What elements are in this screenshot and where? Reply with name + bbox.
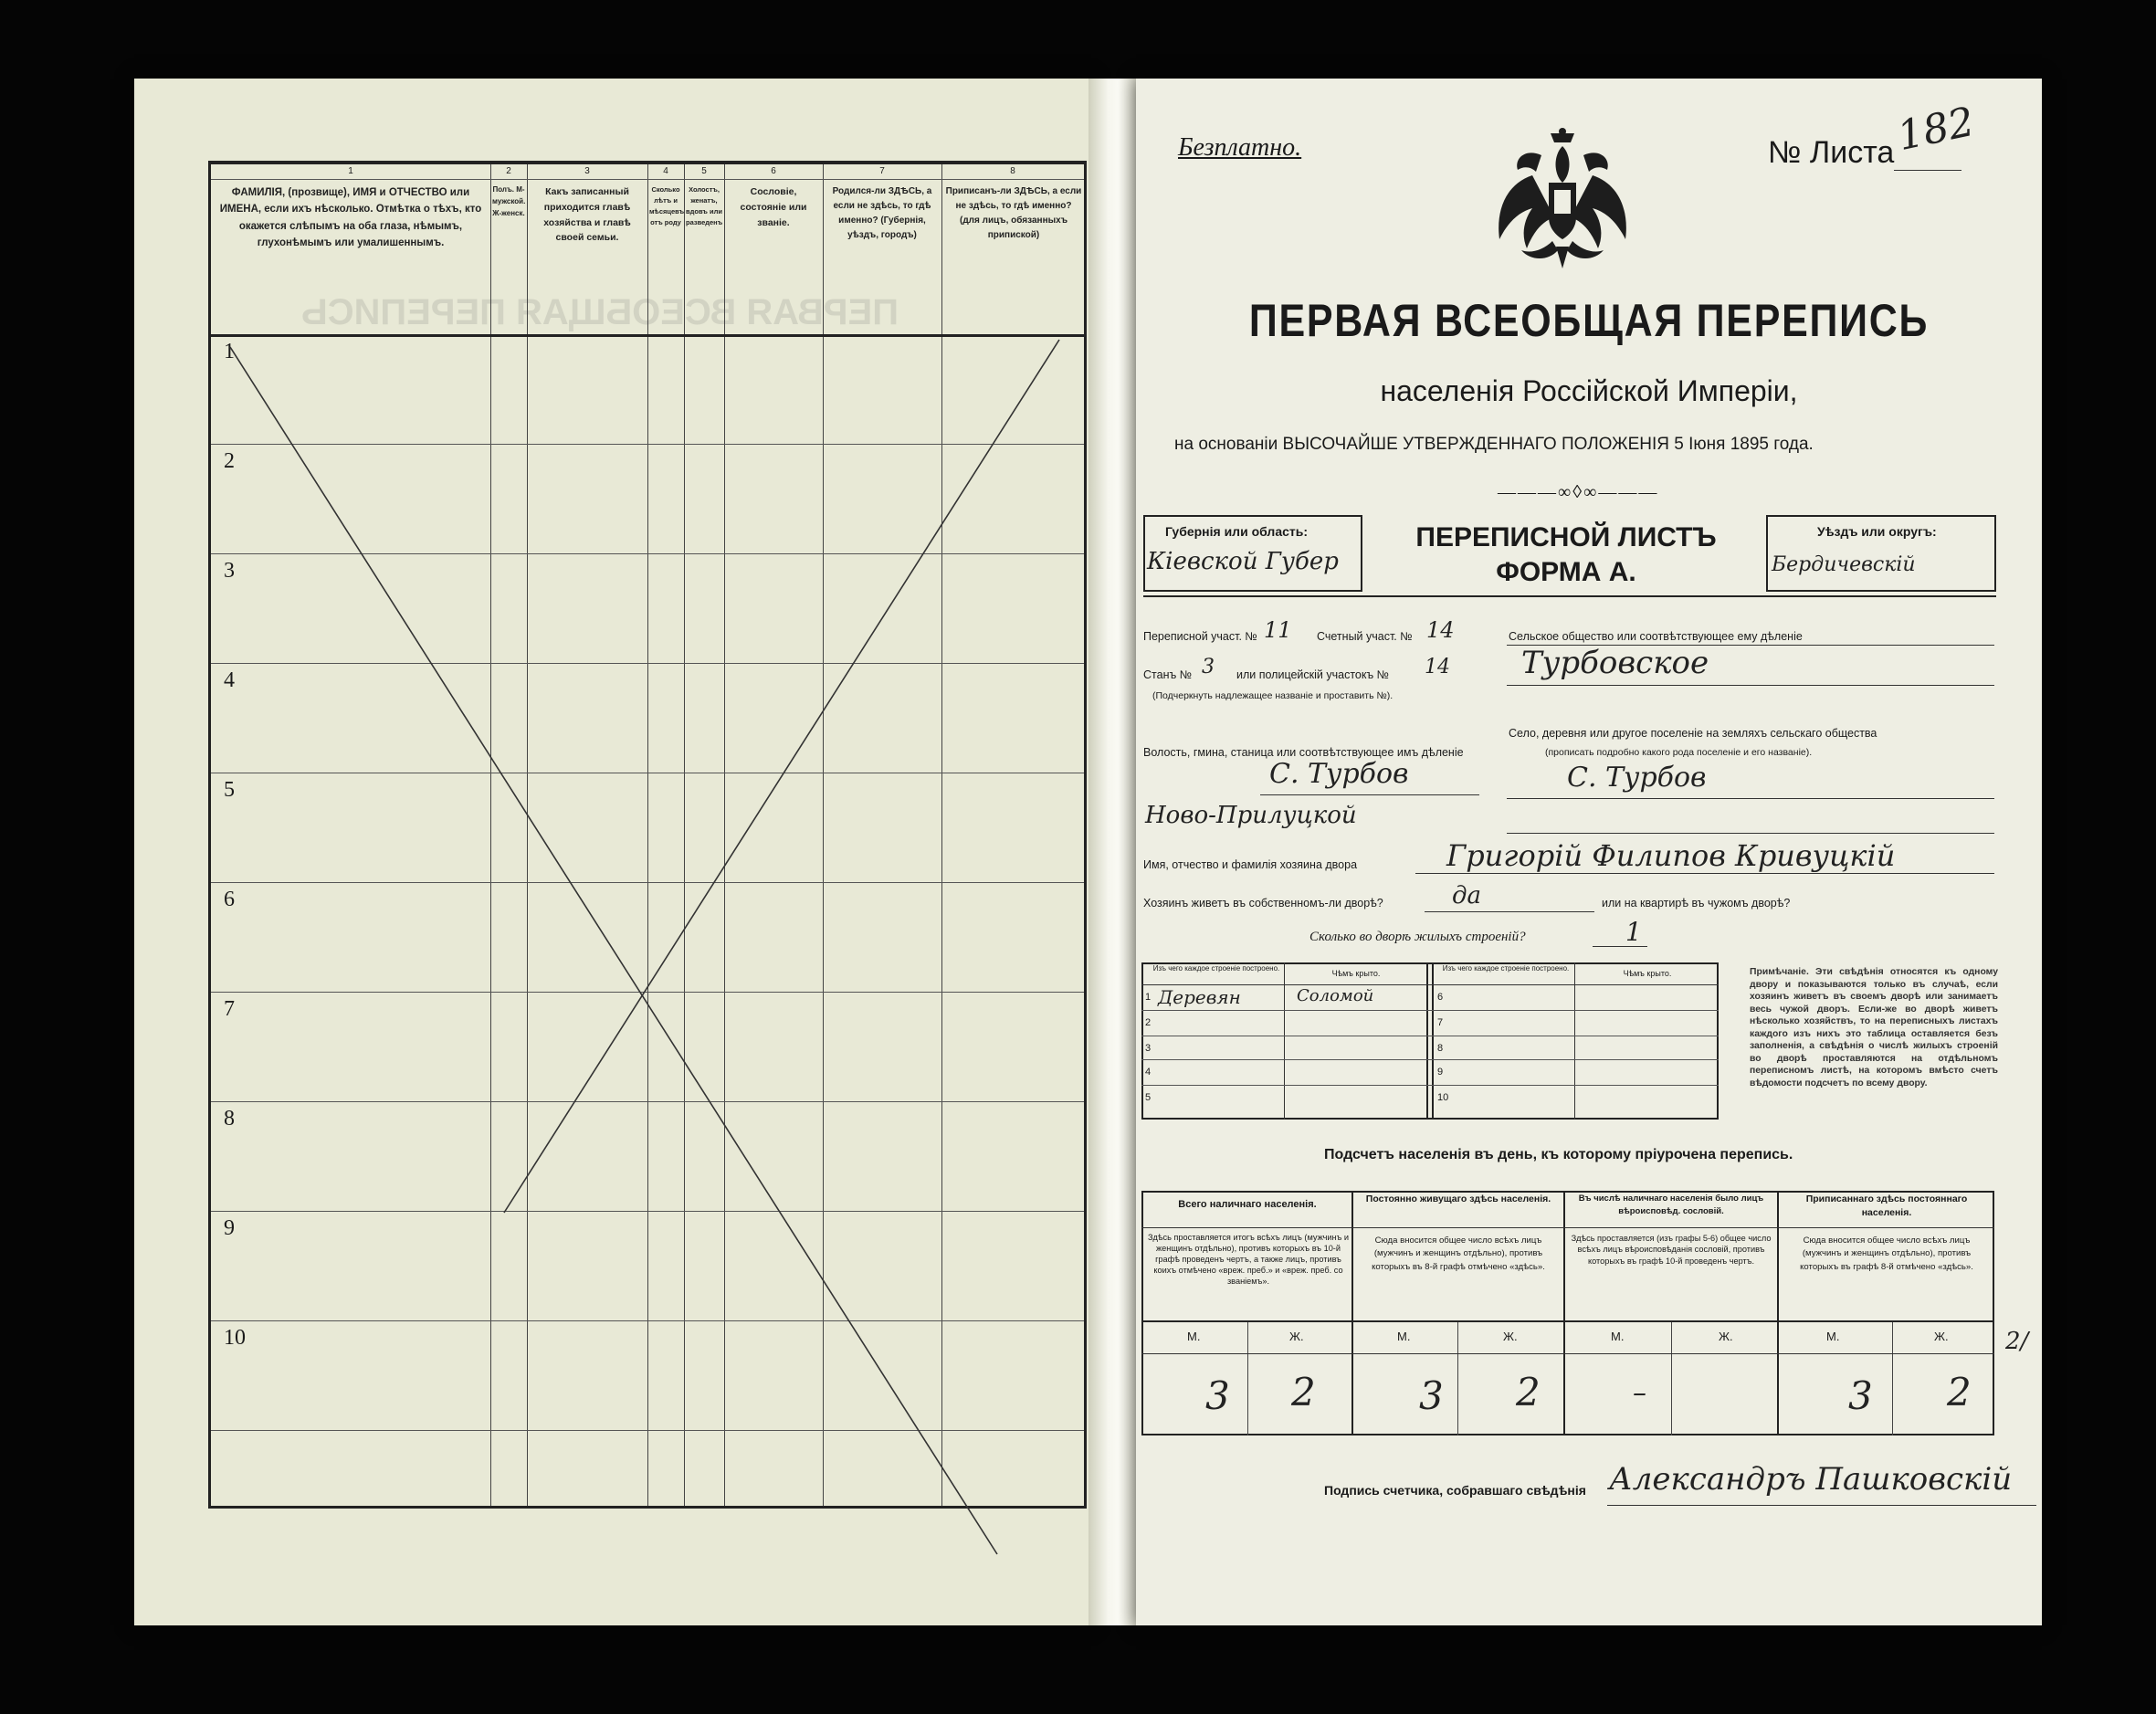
sheet-number-handwritten: 182 bbox=[1893, 98, 1979, 161]
row-number: 5 bbox=[224, 778, 235, 802]
police-section-label: или полицейскій участокъ № bbox=[1236, 668, 1390, 681]
owner-lives-rule bbox=[1425, 911, 1594, 912]
buildings-row-number: 3 bbox=[1145, 1043, 1152, 1054]
column-header-name: ФАМИЛІЯ, (прозвище), ИМЯ и ОТЧЕСТВО или ИМЕНА, если ихъ нѣсколько. Отмѣтка о тѣхъ, кто окажется слѣпымъ на оба глаза, нѣмымъ, глухонѣмымъ или умалишеннымъ. bbox=[219, 187, 482, 249]
legal-basis: на основаніи ВЫСОЧАЙШЕ УТВЕРЖДЕННАГО ПОЛОЖЕНІЯ 5 Іюня 1895 года. bbox=[1174, 435, 1814, 454]
column-number: 8 bbox=[1010, 166, 1015, 176]
sex-label-male: М. bbox=[1826, 1330, 1840, 1343]
police-section-value: 14 bbox=[1425, 656, 1450, 678]
buildings-row-number: 1 bbox=[1145, 992, 1152, 1003]
buildings-row-number: 7 bbox=[1437, 1017, 1444, 1028]
document-title: ПЕРВАЯ ВСЕОБЩАЯ ПЕРЕПИСЬ bbox=[1248, 295, 1930, 346]
census-section-value: 11 bbox=[1264, 617, 1292, 643]
column-number: 7 bbox=[879, 166, 885, 176]
imperial-eagle-emblem bbox=[1496, 128, 1629, 283]
row-number: 9 bbox=[224, 1216, 235, 1240]
stan-label: Станъ № bbox=[1143, 668, 1193, 681]
summary-value: 2 bbox=[1947, 1370, 1972, 1414]
buildings-table-col bbox=[1284, 962, 1285, 1120]
summary-sex-divider bbox=[1671, 1320, 1672, 1435]
sex-label-male: М. bbox=[1397, 1330, 1411, 1343]
buildings-row-number: 5 bbox=[1145, 1092, 1152, 1103]
owner-rule bbox=[1415, 873, 1994, 874]
owner-value: Григорій Филипов Кривуцкій bbox=[1446, 838, 1896, 873]
row-number: 3 bbox=[224, 559, 235, 583]
signature-label: Подпись счетчика, собравшаго свѣдѣнія bbox=[1324, 1483, 1586, 1498]
free-label: Безплатно. bbox=[1178, 133, 1302, 162]
village-label: Село, деревня или другое поселеніе на земляхъ сельскаго общества bbox=[1509, 727, 1877, 740]
summary-header-rule bbox=[1141, 1227, 1994, 1228]
village-rule bbox=[1507, 798, 1994, 799]
signature-rule bbox=[1607, 1505, 2036, 1506]
buildings-header-roof: Чѣмъ крыто. bbox=[1331, 969, 1381, 978]
buildings-row-rule bbox=[1141, 1010, 1719, 1011]
sex-label-female: Ж. bbox=[1289, 1330, 1304, 1343]
village-value: С. Турбов bbox=[1567, 762, 1707, 794]
column-number: 1 bbox=[348, 166, 353, 176]
rural-society-rule-2 bbox=[1507, 685, 1994, 686]
summary-sex-divider bbox=[1457, 1320, 1458, 1435]
volost-value: С. Турбов bbox=[1269, 758, 1409, 790]
building-material-value: Деревян bbox=[1158, 986, 1241, 1008]
village-note: (прописать подробно какого рода поселеніе и его названіе). bbox=[1545, 747, 1813, 758]
buildings-row-number: 8 bbox=[1437, 1043, 1444, 1054]
document-subtitle: населенія Россійской Имперіи, bbox=[1380, 374, 1798, 407]
column-header-marital: Холостъ, женатъ, вдовъ или разведенъ bbox=[686, 185, 723, 226]
summary-value: 3 bbox=[1848, 1373, 1873, 1418]
form-title bbox=[1366, 521, 1766, 589]
ornament-divider: ———∞◊∞——— bbox=[1498, 482, 1659, 502]
sex-label-male: М. bbox=[1611, 1330, 1625, 1343]
form-title-line-1: ПЕРЕПИСНОЙ ЛИСТЪ bbox=[1415, 522, 1717, 552]
row-number: 4 bbox=[224, 668, 235, 692]
buildings-row-rule bbox=[1141, 1085, 1719, 1086]
sex-label-male: М. bbox=[1187, 1330, 1201, 1343]
row-number: 6 bbox=[224, 888, 235, 911]
province-label: Губернія или область: bbox=[1165, 524, 1309, 539]
summary-value: – bbox=[1633, 1377, 1646, 1409]
row-number: 10 bbox=[224, 1326, 246, 1350]
volost-label: Волость, гмина, станица или соотвѣтствующее имъ дѣленіе bbox=[1143, 746, 1464, 759]
cross-stroke-2 bbox=[504, 340, 1059, 1213]
buildings-header-material-2: Изъ чего каждое строеніе построено. bbox=[1442, 964, 1570, 973]
column-number: 5 bbox=[701, 166, 707, 176]
header-band-rule bbox=[1143, 595, 1996, 597]
sheet-number-rule bbox=[1894, 170, 1961, 171]
margin-tally: 2/ bbox=[2005, 1328, 2029, 1355]
column-number: 2 bbox=[506, 166, 511, 176]
buildings-table-divider bbox=[1426, 962, 1434, 1120]
rural-society-label: Сельское общество или соотвѣтствующее ему дѣленіе bbox=[1509, 630, 1803, 643]
summary-value: 2 bbox=[1291, 1370, 1316, 1414]
column-header-age: Сколько лѣтъ и мѣсяцевъ отъ роду bbox=[649, 185, 685, 226]
column-number: 4 bbox=[663, 166, 668, 176]
row-number: 7 bbox=[224, 997, 235, 1021]
summary-desc-rule bbox=[1141, 1320, 1994, 1322]
owner-label: Имя, отчество и фамилія хозяина двора bbox=[1143, 858, 1358, 871]
buildings-label: Сколько во дворѣ жилыхъ строеній? bbox=[1309, 930, 1526, 944]
summary-description: Здѣсь проставляется (изъ графы 5-6) общее число всѣхъ лицъ вѣроисповѣданія сословій, противъ которыхъ въ графѣ 10-й проведенъ чертъ. bbox=[1571, 1234, 1772, 1266]
sheet-number-label: № Листа bbox=[1768, 135, 1895, 170]
village-rule-2 bbox=[1507, 833, 1994, 834]
owner-lives-label: Хозяинъ живетъ въ собственномъ-ли дворѣ? bbox=[1143, 897, 1383, 910]
buildings-note: Примѣчаніе. Эти свѣдѣнія относятся къ одному двору и показываются только въ случаѣ, если хозяинъ живетъ въ своемъ дворѣ или занимаетъ весь чужой дворъ. Если-же во дворѣ живетъ нѣсколько хозяйствъ, то на переписныхъ листахъ каждого изъ нихъ это таблица оставляется безъ заполненія, а свѣдѣнія о числѣ жилыхъ строеній во дворѣ проставляются на отдѣльномъ переписномъ листѣ, на которомъ вмѣсто счетъ вѣдомости подсчетъ по всему двору. bbox=[1750, 967, 1998, 1088]
sex-label-female: Ж. bbox=[1503, 1330, 1518, 1343]
sex-label-female: Ж. bbox=[1934, 1330, 1949, 1343]
buildings-header-roof-2: Чѣмъ крыто. bbox=[1623, 969, 1672, 978]
summary-sex-divider bbox=[1247, 1320, 1248, 1435]
summary-title: Подсчетъ населенія въ день, къ которому пріурочена перепись. bbox=[1324, 1147, 1793, 1162]
buildings-rule bbox=[1593, 946, 1647, 947]
summary-value: 3 bbox=[1205, 1373, 1230, 1418]
column-header-estate: Сословіе, состояніе или званіе. bbox=[740, 186, 807, 228]
summary-sex-rule bbox=[1141, 1353, 1994, 1354]
row-number: 2 bbox=[224, 449, 235, 473]
counting-section-value: 14 bbox=[1426, 617, 1455, 643]
summary-value: 2 bbox=[1516, 1370, 1541, 1414]
sex-label-female: Ж. bbox=[1719, 1330, 1733, 1343]
column-number: 6 bbox=[771, 166, 776, 176]
volost-rule bbox=[1260, 794, 1479, 795]
column-header-registered: Приписанъ-ли ЗДѢСЬ, а если не здѣсь, то гдѣ именно? (для лицъ, обязанныхъ припиской) bbox=[945, 186, 1082, 240]
buildings-row-number: 2 bbox=[1145, 1017, 1152, 1028]
buildings-row-number: 9 bbox=[1437, 1067, 1444, 1078]
column-header-birthplace: Родился-ли ЗДѢСЬ, а если не здѣсь, то гдѣ именно? (Губернія, уѣздъ, городъ) bbox=[832, 186, 932, 240]
buildings-row-rule bbox=[1141, 1059, 1719, 1060]
cross-stroke-1 bbox=[230, 347, 997, 1554]
column-header-relation: Какъ записанный приходится главѣ хозяйства и главѣ своей семьи. bbox=[543, 186, 631, 244]
column-header-sex: Полъ. М-мужской. Ж-женск. bbox=[492, 185, 526, 217]
census-section-label: Переписной участ. № bbox=[1143, 630, 1257, 643]
buildings-row-number: 10 bbox=[1437, 1092, 1449, 1103]
form-title-line-2: ФОРМА А. bbox=[1496, 556, 1636, 587]
owner-lives-label-2: или на квартирѣ въ чужомъ дворѣ? bbox=[1602, 897, 1791, 910]
summary-description: Сюда вносится общее число всѣхъ лицъ (мужчинъ и женщинъ отдѣльно), противъ которыхъ въ 8-й графѣ отмѣчено «здѣсь». bbox=[1372, 1236, 1545, 1272]
summary-value: 3 bbox=[1419, 1373, 1444, 1418]
summary-description: Сюда вносится общее число всѣхъ лицъ (мужчинъ и женщинъ отдѣльно), противъ которыхъ въ графѣ 8-й отмѣчено «здѣсь». bbox=[1800, 1236, 1973, 1272]
column-number: 3 bbox=[584, 166, 590, 176]
rural-society-value: Турбовское bbox=[1521, 645, 1709, 681]
buildings-row-number: 4 bbox=[1145, 1067, 1152, 1078]
owner-lives-value: да bbox=[1452, 882, 1481, 910]
row-number: 8 bbox=[224, 1107, 235, 1130]
book-binding bbox=[1089, 79, 1138, 1625]
buildings-row-number: 6 bbox=[1437, 992, 1444, 1003]
district-label: Уѣздъ или округъ: bbox=[1817, 524, 1937, 539]
buildings-header-material: Изъ чего каждое строеніе построено. bbox=[1152, 964, 1280, 973]
district-value: Бердичевскій bbox=[1772, 553, 1916, 576]
building-roof-value: Соломой bbox=[1297, 986, 1374, 1005]
summary-header: Постоянно живущаго здѣсь населенія. bbox=[1365, 1193, 1551, 1204]
buildings-header-rule bbox=[1141, 984, 1719, 985]
counter-signature: Александръ Пашковскій bbox=[1609, 1461, 2013, 1498]
summary-header: Приписаннаго здѣсь постояннаго населенія. bbox=[1805, 1193, 1968, 1219]
counting-section-label: Счетный участ. № bbox=[1317, 630, 1413, 643]
buildings-table-col bbox=[1574, 962, 1575, 1120]
summary-header: Въ числѣ наличнаго населенія было лицъ вѣроисповѣд. сословій. bbox=[1578, 1193, 1764, 1216]
volost-value-2: Ново-Прилуцкой bbox=[1145, 802, 1357, 829]
summary-description: Здѣсь проставляется итогъ всѣхъ лицъ (мужчинъ и женщинъ отдѣльно), противъ которыхъ въ 10-й графѣ проведенъ чертъ, а также лицъ, противъ коихъ отмѣчено «вреж. преб.» и «вреж. преб. со званіемъ». bbox=[1147, 1233, 1350, 1286]
bleed-through-text: ПЕРВАЯ ВСЕОБЩАЯ ПЕРЕПИСЬ bbox=[301, 292, 899, 332]
summary-header: Всего наличнаго населенія. bbox=[1178, 1199, 1317, 1210]
summary-sex-divider bbox=[1892, 1320, 1893, 1435]
buildings-value: 1 bbox=[1625, 917, 1642, 947]
stan-note: (Подчеркнуть надлежащее названіе и проставить №). bbox=[1152, 690, 1394, 701]
province-value: Кіевской Губер bbox=[1147, 548, 1339, 575]
stan-value: 3 bbox=[1202, 656, 1215, 678]
row-number: 1 bbox=[224, 340, 235, 363]
